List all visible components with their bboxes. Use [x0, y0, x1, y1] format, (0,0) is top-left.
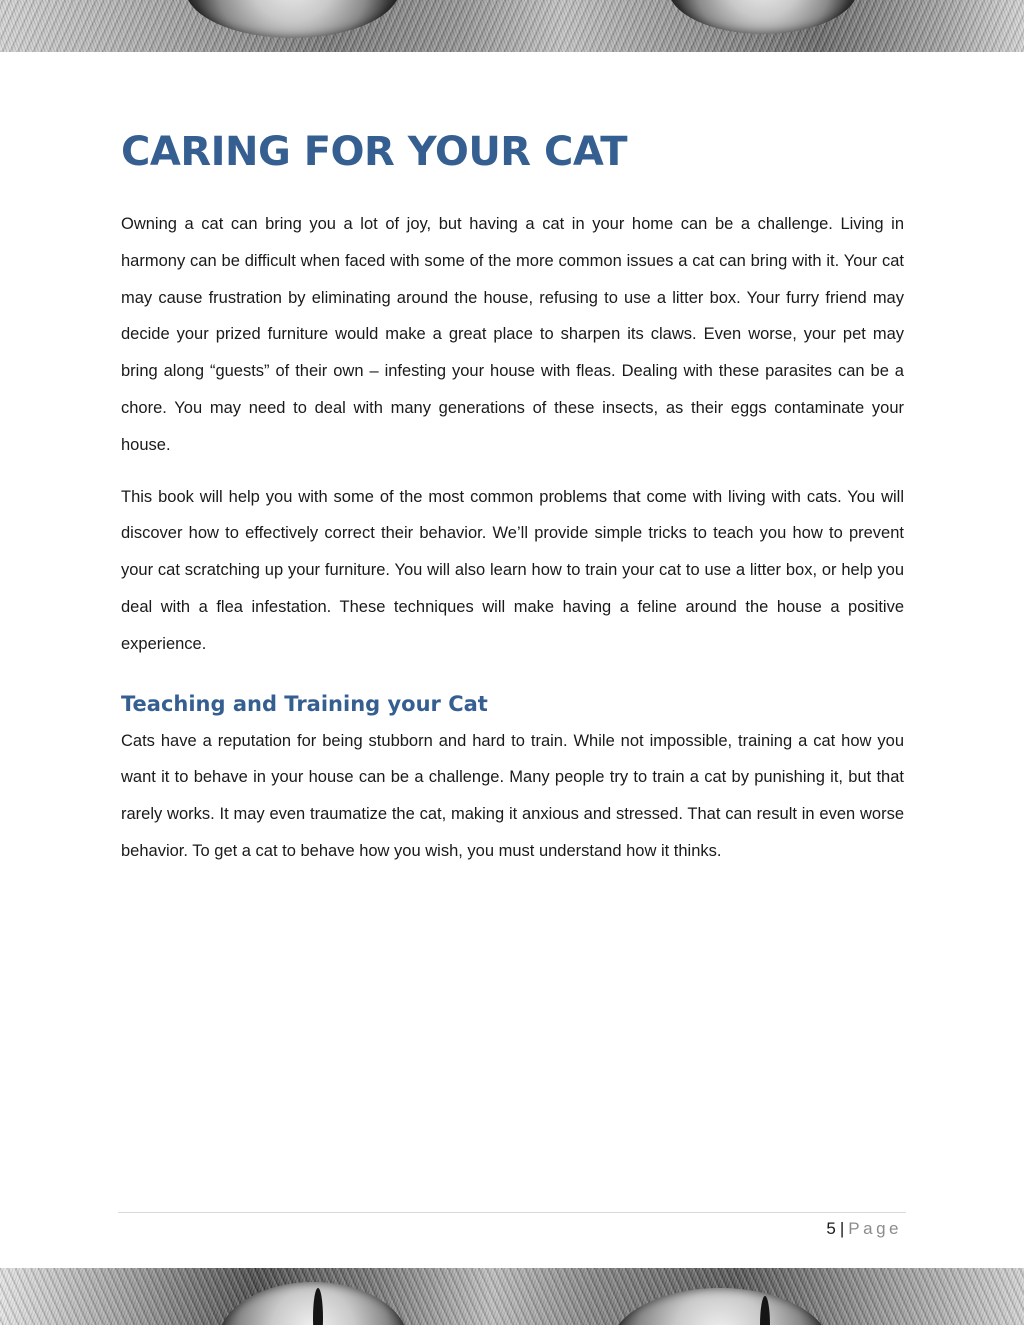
page-number: 5	[826, 1219, 836, 1238]
page-footer	[826, 1218, 902, 1240]
top-cat-eyes-banner	[0, 0, 1024, 52]
intro-paragraph-2: This book will help you with some of the most common problems that come with living with cats. You will discover how to effectively correct their behavior. We’ll provide simple tricks to teach you how to prevent your cat scratching up your furniture. You will also learn how to train your cat to use a litter box, or help you deal with a flea infestation. These techniques will make having a feline around the house a positive experience.	[121, 487, 904, 653]
page-content	[121, 120, 904, 870]
section-heading: Teaching and Training your Cat	[121, 691, 488, 716]
footer-divider	[118, 1212, 906, 1213]
page-title: CARING FOR YOUR CAT	[121, 129, 628, 175]
bottom-cat-eyes-banner	[0, 1268, 1024, 1325]
cat-eye-image	[185, 0, 400, 38]
intro-paragraph-1: Owning a cat can bring you a lot of joy, but having a cat in your home can be a challenge. Living in harmony can be difficult when faced with some of the more common issues a cat can bring with it. Your cat may cause frustration by eliminating around the house, refusing to use a litter box. Your furry friend may decide your prized furniture would make a great place to sharpen its claws. Even worse, your pet may bring along “guests” of their own – infesting your house with fleas. Dealing with these parasites can be a chore. You may need to deal with many generations of these insects, as their eggs contaminate your house.	[121, 215, 904, 454]
page-label: Page	[848, 1219, 902, 1238]
cat-eye-image	[668, 0, 858, 34]
cat-eye-image	[610, 1288, 830, 1325]
cat-eye-image	[218, 1282, 408, 1325]
section-paragraph: Cats have a reputation for being stubborn and hard to train. While not impossible, training a cat how you want it to behave in your house can be a challenge. Many people try to train a cat by punishing it, but that rarely works. It may even traumatize the cat, making it anxious and stressed. That can result in even worse behavior. To get a cat to behave how you wish, you must understand how it thinks.	[121, 731, 904, 860]
cat-pupil	[760, 1296, 770, 1325]
cat-pupil	[313, 1288, 323, 1325]
footer-separator: |	[839, 1219, 845, 1238]
